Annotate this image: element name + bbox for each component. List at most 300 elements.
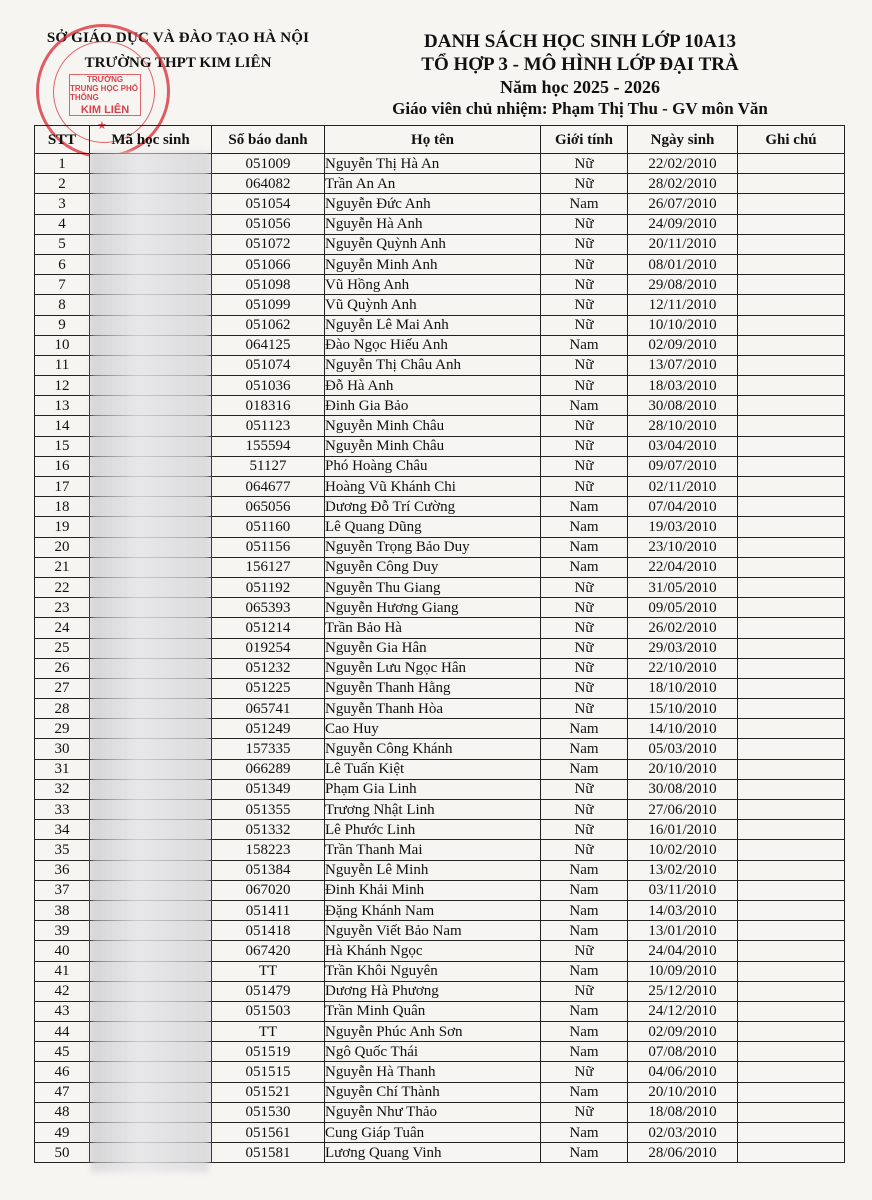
row-birth-date: 14/10/2010 xyxy=(628,719,738,739)
row-stt: 38 xyxy=(35,900,90,920)
row-full-name: Nguyễn Công Duy xyxy=(325,557,541,577)
row-notes xyxy=(738,1082,845,1102)
row-stt: 30 xyxy=(35,739,90,759)
row-gender: Nam xyxy=(541,194,628,214)
table-row xyxy=(35,1062,845,1082)
table-row xyxy=(35,234,845,254)
row-exam-number: 051355 xyxy=(212,800,325,820)
row-birth-date: 07/04/2010 xyxy=(628,497,738,517)
row-stt: 47 xyxy=(35,1082,90,1102)
table-row xyxy=(35,537,845,557)
row-exam-number: 051503 xyxy=(212,1001,325,1021)
row-full-name: Nguyễn Lưu Ngọc Hân xyxy=(325,658,541,678)
row-student-code-redacted xyxy=(90,759,212,779)
row-student-code-redacted xyxy=(90,1022,212,1042)
row-notes xyxy=(738,981,845,1001)
row-stt: 32 xyxy=(35,779,90,799)
row-notes xyxy=(738,214,845,234)
row-student-code-redacted xyxy=(90,275,212,295)
table-row xyxy=(35,921,845,941)
table-row xyxy=(35,315,845,335)
row-full-name: Đỗ Hà Anh xyxy=(325,376,541,396)
row-notes xyxy=(738,174,845,194)
row-stt: 46 xyxy=(35,1062,90,1082)
row-notes xyxy=(738,1123,845,1143)
table-row xyxy=(35,154,845,174)
row-full-name: Nguyễn Phúc Anh Sơn xyxy=(325,1022,541,1042)
document-subtitle: TỔ HỢP 3 - MÔ HÌNH LỚP ĐẠI TRÀ xyxy=(421,54,739,75)
row-stt: 35 xyxy=(35,840,90,860)
row-exam-number: 051036 xyxy=(212,376,325,396)
row-stt: 36 xyxy=(35,860,90,880)
row-stt: 10 xyxy=(35,335,90,355)
row-full-name: Nguyễn Thanh Hòa xyxy=(325,699,541,719)
row-student-code-redacted xyxy=(90,1001,212,1021)
row-full-name: Phó Hoàng Châu xyxy=(325,456,541,476)
row-student-code-redacted xyxy=(90,214,212,234)
row-stt: 41 xyxy=(35,961,90,981)
row-student-code-redacted xyxy=(90,194,212,214)
row-exam-number: 155594 xyxy=(212,436,325,456)
row-student-code-redacted xyxy=(90,436,212,456)
row-gender: Nữ xyxy=(541,941,628,961)
row-notes xyxy=(738,537,845,557)
row-stt: 4 xyxy=(35,214,90,234)
row-birth-date: 13/01/2010 xyxy=(628,921,738,941)
row-full-name: Nguyễn Hương Giang xyxy=(325,598,541,618)
row-birth-date: 02/09/2010 xyxy=(628,1022,738,1042)
row-birth-date: 24/09/2010 xyxy=(628,214,738,234)
row-birth-date: 10/10/2010 xyxy=(628,315,738,335)
row-student-code-redacted xyxy=(90,355,212,375)
row-exam-number: 51127 xyxy=(212,456,325,476)
row-gender: Nữ xyxy=(541,658,628,678)
row-student-code-redacted xyxy=(90,335,212,355)
row-exam-number: 051074 xyxy=(212,355,325,375)
col-header-birth-date: Ngày sinh xyxy=(628,126,738,154)
row-stt: 43 xyxy=(35,1001,90,1021)
row-exam-number: 051056 xyxy=(212,214,325,234)
row-full-name: Đinh Gia Bảo xyxy=(325,396,541,416)
row-student-code-redacted xyxy=(90,154,212,174)
row-birth-date: 24/12/2010 xyxy=(628,1001,738,1021)
row-notes xyxy=(738,759,845,779)
row-stt: 23 xyxy=(35,598,90,618)
row-student-code-redacted xyxy=(90,860,212,880)
table-row xyxy=(35,456,845,476)
row-gender: Nữ xyxy=(541,1062,628,1082)
col-header-exam-number: Số báo danh xyxy=(212,126,325,154)
row-notes xyxy=(738,900,845,920)
row-birth-date: 20/10/2010 xyxy=(628,1082,738,1102)
row-stt: 19 xyxy=(35,517,90,537)
table-row xyxy=(35,214,845,234)
row-gender: Nữ xyxy=(541,981,628,1001)
row-full-name: Vũ Quỳnh Anh xyxy=(325,295,541,315)
row-birth-date: 19/03/2010 xyxy=(628,517,738,537)
department-name: SỞ GIÁO DỤC VÀ ĐÀO TẠO HÀ NỘI xyxy=(46,30,310,46)
row-notes xyxy=(738,436,845,456)
row-gender: Nữ xyxy=(541,234,628,254)
table-row xyxy=(35,376,845,396)
row-full-name: Trần Khôi Nguyên xyxy=(325,961,541,981)
row-full-name: Nguyễn Viết Bảo Nam xyxy=(325,921,541,941)
row-full-name: Phạm Gia Linh xyxy=(325,779,541,799)
homeroom-teacher: Giáo viên chủ nhiệm: Phạm Thị Thu - GV môn Văn xyxy=(392,99,768,118)
row-exam-number: 051098 xyxy=(212,275,325,295)
row-student-code-redacted xyxy=(90,456,212,476)
row-exam-number: 051160 xyxy=(212,517,325,537)
row-exam-number: 064082 xyxy=(212,174,325,194)
row-gender: Nam xyxy=(541,921,628,941)
row-stt: 26 xyxy=(35,658,90,678)
row-stt: 16 xyxy=(35,456,90,476)
row-notes xyxy=(738,1062,845,1082)
row-notes xyxy=(738,577,845,597)
row-gender: Nữ xyxy=(541,840,628,860)
row-student-code-redacted xyxy=(90,779,212,799)
row-notes xyxy=(738,840,845,860)
row-birth-date: 27/06/2010 xyxy=(628,800,738,820)
row-student-code-redacted xyxy=(90,941,212,961)
row-full-name: Đinh Khải Minh xyxy=(325,880,541,900)
row-exam-number: 051418 xyxy=(212,921,325,941)
row-gender: Nam xyxy=(541,961,628,981)
row-gender: Nữ xyxy=(541,154,628,174)
table-row xyxy=(35,355,845,375)
row-stt: 14 xyxy=(35,416,90,436)
table-row xyxy=(35,800,845,820)
row-gender: Nữ xyxy=(541,638,628,658)
row-student-code-redacted xyxy=(90,254,212,274)
row-birth-date: 18/03/2010 xyxy=(628,376,738,396)
table-row xyxy=(35,517,845,537)
row-student-code-redacted xyxy=(90,1123,212,1143)
row-full-name: Nguyễn Thanh Hằng xyxy=(325,678,541,698)
table-row xyxy=(35,1001,845,1021)
row-full-name: Nguyễn Thị Hà An xyxy=(325,154,541,174)
row-birth-date: 20/11/2010 xyxy=(628,234,738,254)
row-notes xyxy=(738,678,845,698)
row-student-code-redacted xyxy=(90,840,212,860)
row-birth-date: 20/10/2010 xyxy=(628,759,738,779)
table-row xyxy=(35,860,845,880)
row-gender: Nam xyxy=(541,497,628,517)
row-stt: 42 xyxy=(35,981,90,1001)
table-row xyxy=(35,557,845,577)
row-notes xyxy=(738,638,845,658)
table-row xyxy=(35,658,845,678)
row-notes xyxy=(738,699,845,719)
row-full-name: Nguyễn Gia Hân xyxy=(325,638,541,658)
row-exam-number: 051225 xyxy=(212,678,325,698)
table-row xyxy=(35,598,845,618)
row-birth-date: 22/04/2010 xyxy=(628,557,738,577)
row-notes xyxy=(738,779,845,799)
row-notes xyxy=(738,880,845,900)
row-gender: Nữ xyxy=(541,779,628,799)
row-exam-number: 051054 xyxy=(212,194,325,214)
table-row xyxy=(35,840,845,860)
row-stt: 45 xyxy=(35,1042,90,1062)
row-gender: Nữ xyxy=(541,577,628,597)
row-birth-date: 14/03/2010 xyxy=(628,900,738,920)
table-row xyxy=(35,719,845,739)
row-birth-date: 02/03/2010 xyxy=(628,1123,738,1143)
row-gender: Nam xyxy=(541,900,628,920)
row-full-name: Lương Quang Vinh xyxy=(325,1143,541,1163)
row-gender: Nam xyxy=(541,335,628,355)
row-birth-date: 13/02/2010 xyxy=(628,860,738,880)
row-student-code-redacted xyxy=(90,618,212,638)
row-exam-number: 051384 xyxy=(212,860,325,880)
row-student-code-redacted xyxy=(90,537,212,557)
row-birth-date: 26/02/2010 xyxy=(628,618,738,638)
row-full-name: Dương Hà Phương xyxy=(325,981,541,1001)
row-gender: Nữ xyxy=(541,254,628,274)
row-student-code-redacted xyxy=(90,921,212,941)
row-gender: Nữ xyxy=(541,820,628,840)
row-birth-date: 03/04/2010 xyxy=(628,436,738,456)
title-block xyxy=(300,30,860,119)
table-row xyxy=(35,1102,845,1122)
row-notes xyxy=(738,1022,845,1042)
row-birth-date: 16/01/2010 xyxy=(628,820,738,840)
row-student-code-redacted xyxy=(90,577,212,597)
seal-band xyxy=(69,74,141,116)
row-student-code-redacted xyxy=(90,900,212,920)
row-stt: 40 xyxy=(35,941,90,961)
row-full-name: Trần Thanh Mai xyxy=(325,840,541,860)
row-exam-number: 051099 xyxy=(212,295,325,315)
row-exam-number: 018316 xyxy=(212,396,325,416)
row-stt: 28 xyxy=(35,699,90,719)
row-notes xyxy=(738,941,845,961)
row-full-name: Trần An An xyxy=(325,174,541,194)
row-exam-number: 051479 xyxy=(212,981,325,1001)
row-birth-date: 30/08/2010 xyxy=(628,396,738,416)
row-notes xyxy=(738,719,845,739)
row-birth-date: 03/11/2010 xyxy=(628,880,738,900)
row-birth-date: 18/08/2010 xyxy=(628,1102,738,1122)
row-notes xyxy=(738,477,845,497)
row-full-name: Nguyễn Thu Giang xyxy=(325,577,541,597)
row-full-name: Vũ Hồng Anh xyxy=(325,275,541,295)
table-row xyxy=(35,900,845,920)
row-gender: Nữ xyxy=(541,1102,628,1122)
row-stt: 49 xyxy=(35,1123,90,1143)
student-roster-table xyxy=(34,125,845,1163)
row-birth-date: 30/08/2010 xyxy=(628,779,738,799)
row-stt: 33 xyxy=(35,800,90,820)
row-student-code-redacted xyxy=(90,800,212,820)
row-exam-number: 051530 xyxy=(212,1102,325,1122)
row-birth-date: 09/07/2010 xyxy=(628,456,738,476)
row-stt: 44 xyxy=(35,1022,90,1042)
table-row xyxy=(35,820,845,840)
row-gender: Nam xyxy=(541,719,628,739)
row-birth-date: 26/07/2010 xyxy=(628,194,738,214)
table-row xyxy=(35,577,845,597)
row-gender: Nam xyxy=(541,396,628,416)
row-stt: 9 xyxy=(35,315,90,335)
row-exam-number: 066289 xyxy=(212,759,325,779)
row-full-name: Nguyễn Chí Thành xyxy=(325,1082,541,1102)
row-gender: Nam xyxy=(541,880,628,900)
seal-text-line3: KIM LIÊN xyxy=(80,103,130,116)
row-birth-date: 23/10/2010 xyxy=(628,537,738,557)
row-stt: 15 xyxy=(35,436,90,456)
seal-text-line1: TRƯỜNG xyxy=(86,74,124,84)
col-header-gender: Giới tính xyxy=(541,126,628,154)
row-birth-date: 22/10/2010 xyxy=(628,658,738,678)
row-student-code-redacted xyxy=(90,315,212,335)
row-stt: 21 xyxy=(35,557,90,577)
row-full-name: Nguyễn Công Khánh xyxy=(325,739,541,759)
row-student-code-redacted xyxy=(90,961,212,981)
row-notes xyxy=(738,739,845,759)
row-exam-number: 051156 xyxy=(212,537,325,557)
row-gender: Nam xyxy=(541,1143,628,1163)
row-exam-number: 051561 xyxy=(212,1123,325,1143)
row-student-code-redacted xyxy=(90,719,212,739)
row-student-code-redacted xyxy=(90,416,212,436)
row-exam-number: 156127 xyxy=(212,557,325,577)
row-stt: 25 xyxy=(35,638,90,658)
row-birth-date: 18/10/2010 xyxy=(628,678,738,698)
row-exam-number: 065056 xyxy=(212,497,325,517)
row-notes xyxy=(738,860,845,880)
row-notes xyxy=(738,154,845,174)
row-stt: 1 xyxy=(35,154,90,174)
row-notes xyxy=(738,1042,845,1062)
row-birth-date: 10/02/2010 xyxy=(628,840,738,860)
row-stt: 7 xyxy=(35,275,90,295)
row-stt: 18 xyxy=(35,497,90,517)
row-student-code-redacted xyxy=(90,557,212,577)
row-student-code-redacted xyxy=(90,638,212,658)
col-header-notes: Ghi chú xyxy=(738,126,845,154)
row-full-name: Hà Khánh Ngọc xyxy=(325,941,541,961)
table-row xyxy=(35,941,845,961)
row-exam-number: 051066 xyxy=(212,254,325,274)
row-gender: Nữ xyxy=(541,174,628,194)
row-exam-number: 051123 xyxy=(212,416,325,436)
row-birth-date: 13/07/2010 xyxy=(628,355,738,375)
row-notes xyxy=(738,376,845,396)
row-notes xyxy=(738,315,845,335)
row-notes xyxy=(738,254,845,274)
row-full-name: Nguyễn Đức Anh xyxy=(325,194,541,214)
row-exam-number: 051515 xyxy=(212,1062,325,1082)
row-student-code-redacted xyxy=(90,1042,212,1062)
row-stt: 17 xyxy=(35,477,90,497)
table-row xyxy=(35,759,845,779)
row-gender: Nữ xyxy=(541,376,628,396)
table-row xyxy=(35,618,845,638)
row-birth-date: 07/08/2010 xyxy=(628,1042,738,1062)
row-stt: 3 xyxy=(35,194,90,214)
row-birth-date: 05/03/2010 xyxy=(628,739,738,759)
row-notes xyxy=(738,618,845,638)
row-full-name: Nguyễn Minh Anh xyxy=(325,254,541,274)
row-stt: 2 xyxy=(35,174,90,194)
table-row xyxy=(35,1022,845,1042)
row-full-name: Nguyễn Minh Châu xyxy=(325,436,541,456)
row-birth-date: 04/06/2010 xyxy=(628,1062,738,1082)
row-student-code-redacted xyxy=(90,981,212,1001)
row-gender: Nữ xyxy=(541,618,628,638)
row-notes xyxy=(738,1001,845,1021)
row-full-name: Nguyễn Lê Mai Anh xyxy=(325,315,541,335)
row-student-code-redacted xyxy=(90,174,212,194)
row-exam-number: 051192 xyxy=(212,577,325,597)
row-notes xyxy=(738,961,845,981)
table-row xyxy=(35,1042,845,1062)
row-exam-number: 067420 xyxy=(212,941,325,961)
seal-star-icon: ★ xyxy=(97,120,107,132)
row-full-name: Nguyễn Trọng Bảo Duy xyxy=(325,537,541,557)
col-header-student-code: Mã học sinh xyxy=(90,126,212,154)
row-student-code-redacted xyxy=(90,678,212,698)
row-gender: Nữ xyxy=(541,456,628,476)
table-row xyxy=(35,1082,845,1102)
table-row xyxy=(35,638,845,658)
table-row xyxy=(35,254,845,274)
row-notes xyxy=(738,234,845,254)
row-birth-date: 02/11/2010 xyxy=(628,477,738,497)
row-exam-number: 051072 xyxy=(212,234,325,254)
table-row xyxy=(35,699,845,719)
row-notes xyxy=(738,416,845,436)
row-exam-number: 064125 xyxy=(212,335,325,355)
row-student-code-redacted xyxy=(90,376,212,396)
row-full-name: Nguyễn Lê Minh xyxy=(325,860,541,880)
row-exam-number: 158223 xyxy=(212,840,325,860)
row-notes xyxy=(738,557,845,577)
row-student-code-redacted xyxy=(90,1143,212,1163)
table-row xyxy=(35,1123,845,1143)
row-stt: 24 xyxy=(35,618,90,638)
row-gender: Nữ xyxy=(541,275,628,295)
row-student-code-redacted xyxy=(90,1082,212,1102)
col-header-full-name: Họ tên xyxy=(325,126,541,154)
table-row xyxy=(35,396,845,416)
row-student-code-redacted xyxy=(90,396,212,416)
row-exam-number: 065741 xyxy=(212,699,325,719)
row-gender: Nữ xyxy=(541,295,628,315)
row-student-code-redacted xyxy=(90,1062,212,1082)
col-header-stt: STT xyxy=(35,126,90,154)
row-student-code-redacted xyxy=(90,699,212,719)
row-full-name: Lê Tuấn Kiệt xyxy=(325,759,541,779)
row-gender: Nam xyxy=(541,759,628,779)
row-stt: 29 xyxy=(35,719,90,739)
row-stt: 12 xyxy=(35,376,90,396)
table-row xyxy=(35,436,845,456)
row-stt: 20 xyxy=(35,537,90,557)
row-birth-date: 28/10/2010 xyxy=(628,416,738,436)
row-notes xyxy=(738,1143,845,1163)
row-exam-number: 019254 xyxy=(212,638,325,658)
row-exam-number: 051232 xyxy=(212,658,325,678)
row-gender: Nam xyxy=(541,860,628,880)
row-student-code-redacted xyxy=(90,658,212,678)
row-exam-number: 051581 xyxy=(212,1143,325,1163)
row-notes xyxy=(738,497,845,517)
row-gender: Nữ xyxy=(541,699,628,719)
row-stt: 6 xyxy=(35,254,90,274)
